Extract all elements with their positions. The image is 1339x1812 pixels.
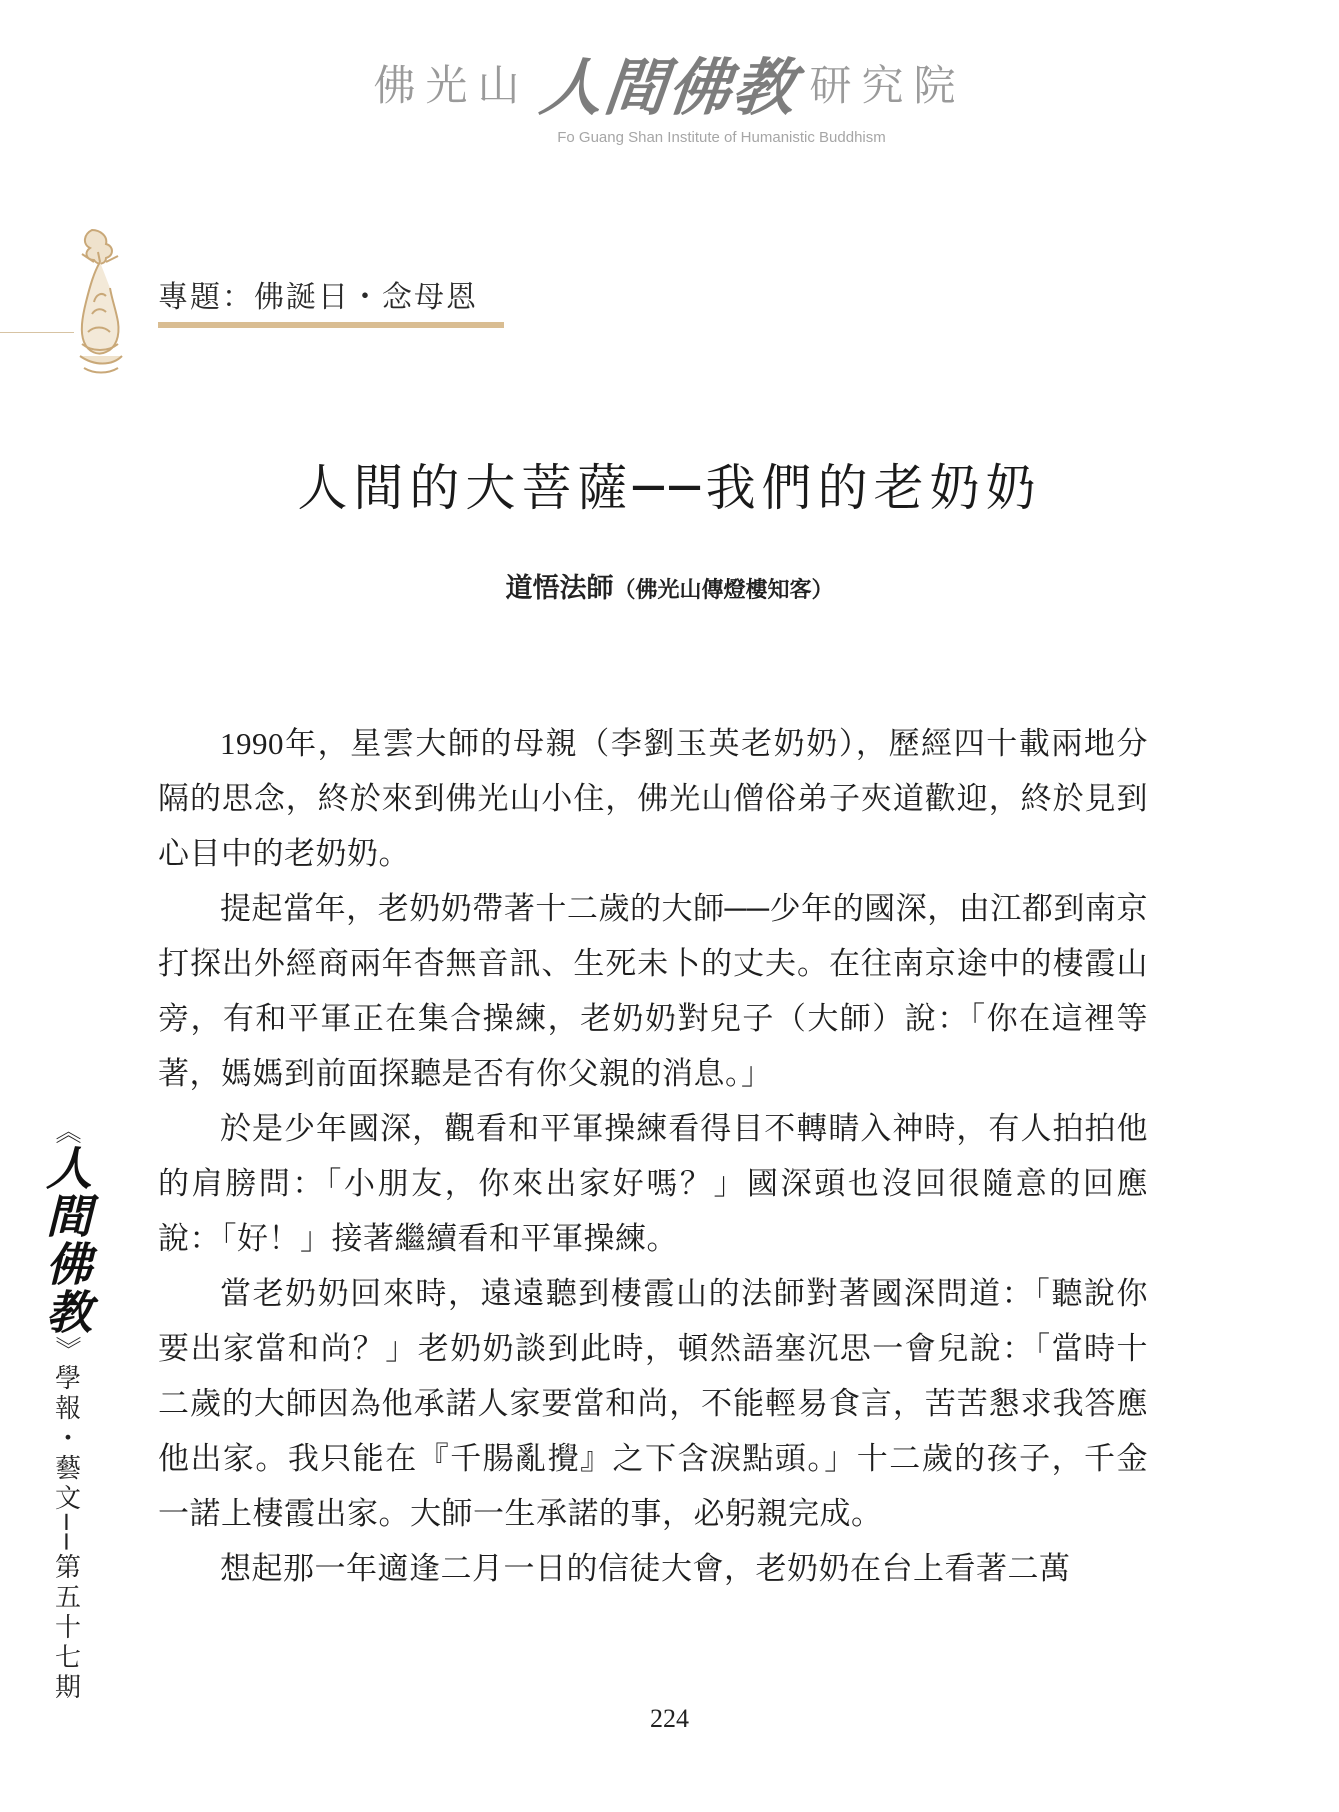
page-number: 224	[650, 1704, 689, 1733]
paragraph: 想起那一年適逢二月一日的信徒大會，老奶奶在台上看著二萬	[220, 1551, 1071, 1586]
org-english-name: Fo Guang Shan Institute of Humanistic Buddhism	[557, 129, 886, 146]
article-body	[158, 716, 1148, 1596]
paragraph: 於是少年國深，觀看和平軍操練看得目不轉睛入神時，有人拍拍他的肩膀問：「小朋友，你來出家好嗎？」國深頭也沒回很隨意的回應說：「好！」接著繼續看和平軍操練。	[158, 1111, 1148, 1256]
journal-issue: 學報・藝文──第五十七期	[50, 1364, 81, 1704]
hand-holding-lotus-icon	[54, 222, 144, 382]
journal-bracket-close: 》	[51, 1336, 81, 1362]
byline	[0, 566, 1339, 605]
column-title: 專題：佛誕日・念母恩	[158, 280, 478, 315]
column-rule-left	[0, 332, 74, 333]
author-affiliation: （佛光山傳燈樓知客）	[613, 577, 834, 603]
article-title: 人間的大菩薩──我們的老奶奶	[297, 459, 1042, 517]
journal-bracket-open: 《	[51, 1118, 81, 1144]
masthead-row	[0, 38, 1339, 127]
masthead	[0, 38, 1339, 146]
org-name-prefix: 佛光山	[373, 60, 530, 110]
journal-sidebar	[36, 1118, 96, 1703]
paragraph: 1990年，星雲大師的母親（李劉玉英老奶奶），歷經四十載兩地分隔的思念，終於來到佛光山小住，佛光山僧俗弟子夾道歡迎，終於見到心目中的老奶奶。	[158, 726, 1148, 871]
paragraph: 提起當年，老奶奶帶著十二歲的大師──少年的國深，由江都到南京打探出外經商兩年杳無音訊、生死未卜的丈夫。在往南京途中的棲霞山旁，有和平軍正在集合操練，老奶奶對兒子（大師）說：「你在這裡等著，媽媽到前面探聽是否有你父親的消息。」	[158, 891, 1148, 1091]
paragraph: 當老奶奶回來時，遠遠聽到棲霞山的法師對著國深問道：「聽說你要出家當和尚？」老奶奶談到此時，頓然語塞沉思一會兒說：「當時十二歲的大師因為他承諾人家要當和尚，不能輕易食言，苦苦懇求我答應他出家。我只能在『千腸亂攪』之下含淚點頭。」十二歲的孩子，千金一諾上棲霞出家。大師一生承諾的事，必躬親完成。	[158, 1276, 1148, 1531]
org-logo-calligraphy: 人間佛教	[537, 51, 801, 124]
journal-logo: 人間佛教	[39, 1144, 93, 1336]
org-name-suffix: 研究院	[809, 60, 966, 110]
column-title-underline	[158, 322, 504, 328]
author-name: 道悟法師	[505, 573, 614, 604]
